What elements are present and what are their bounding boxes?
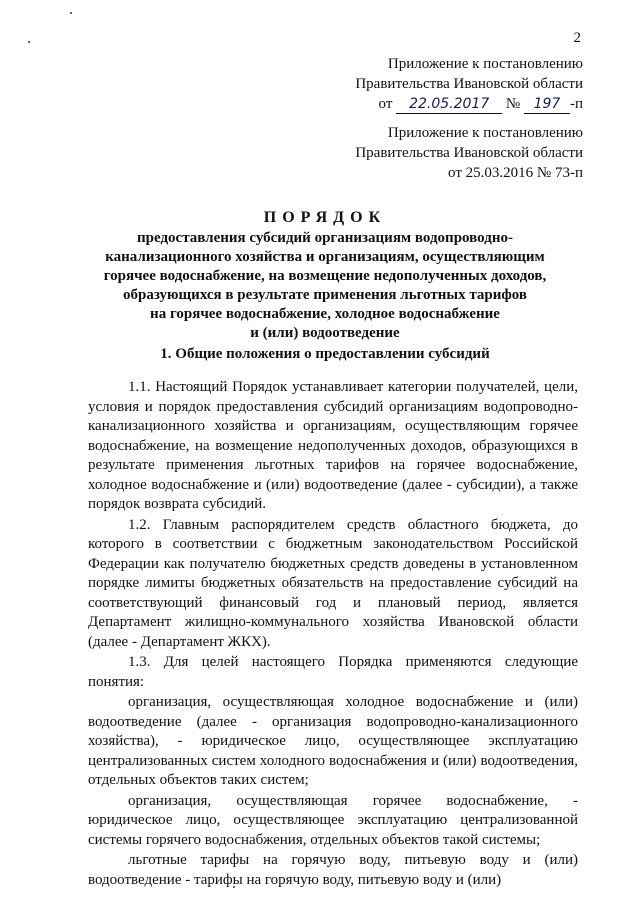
number-suffix: -п — [569, 96, 583, 112]
paragraph: организация, осуществляющая холодное водоснабжение и (или) водоотведение (далее - организация водопроводно-канализационного хозяйства), - юридическое лицо, осуществляющее эксплуатацию централизованных систем холодного водоснабжения и (или) водоотведения, отдельных объектов таких систем; — [88, 694, 578, 788]
handwritten-number: 197 — [524, 96, 570, 114]
paragraph: организация, осуществляющая горячее водоснабжение, - юридическое лицо, осуществляющее эксплуатацию централизованной системы горячего водоснабжения, отдельных объектов такой системы; — [88, 792, 578, 848]
scan-speck — [70, 12, 72, 14]
handwritten-date: 22.05.2017 — [396, 96, 502, 114]
title-line: канализационного хозяйства и организациям, осуществляющим — [105, 249, 545, 265]
title-line: предоставления субсидий организациям водопроводно- — [137, 230, 513, 246]
paragraph: льготные тарифы на горячую воду, питьевую воду и (или) водоотведение - тарифы на горячую воду, питьевую воду и (или) — [88, 852, 578, 888]
appendix-reference-old — [355, 123, 583, 183]
appendix-line: Правительства Ивановской области — [355, 76, 583, 92]
title-line: на горячее водоснабжение, холодное водоснабжение — [150, 306, 500, 322]
appendix-date-line — [355, 94, 583, 114]
title-heading: ПОРЯДОК — [263, 209, 387, 226]
title-line: и (или) водоотведение — [250, 325, 400, 341]
paragraph: 1.1. Настоящий Порядок устанавливает категории получателей, цели, условия и порядок предоставления субсидий организациям водопроводно-канализационного хозяйства и организациям, осуществляющим горячее водоснабжение, на возмещение недополученных доходов, образующихся в результате применения льготных тарифов на горячее водоснабжение, холодное водоснабжение и (или) водоотведение (далее - субсидии), а также порядок возврата субсидий. — [88, 379, 578, 512]
paragraph: 1.3. Для целей настоящего Порядка применяются следующие понятия: — [88, 654, 578, 690]
paragraph: 1.2. Главным распорядителем средств областного бюджета, до которого в соответствии с бюджетным законодательством Российской Федерации как получателю бюджетных средств доведены в установленном порядке лимиты бюджетных обязательств на предоставление субсидий на соответствующий финансовый год и плановый период, является Департамент жилищно-коммунального хозяйства Ивановской области (далее - Департамент ЖКХ). — [88, 516, 578, 650]
section-body — [88, 378, 578, 890]
from-label: от — [378, 96, 393, 112]
title-line: горячее водоснабжение, на возмещение недополученных доходов, — [103, 268, 547, 284]
scan-speck — [28, 41, 30, 43]
page-number: 2 — [573, 30, 581, 46]
document-title — [90, 208, 560, 343]
section-heading: 1. Общие положения о предоставлении субсидий — [160, 346, 490, 362]
appendix-reference-new — [355, 54, 583, 114]
number-label: № — [505, 96, 521, 112]
appendix-line: Приложение к постановлению — [387, 56, 583, 72]
title-line: образующихся в результате применения льготных тарифов — [123, 287, 527, 303]
appendix-line: Правительства Ивановской области — [355, 145, 583, 161]
appendix-line: от 25.03.2016 № 73-п — [448, 165, 583, 181]
appendix-line: Приложение к постановлению — [387, 125, 583, 141]
